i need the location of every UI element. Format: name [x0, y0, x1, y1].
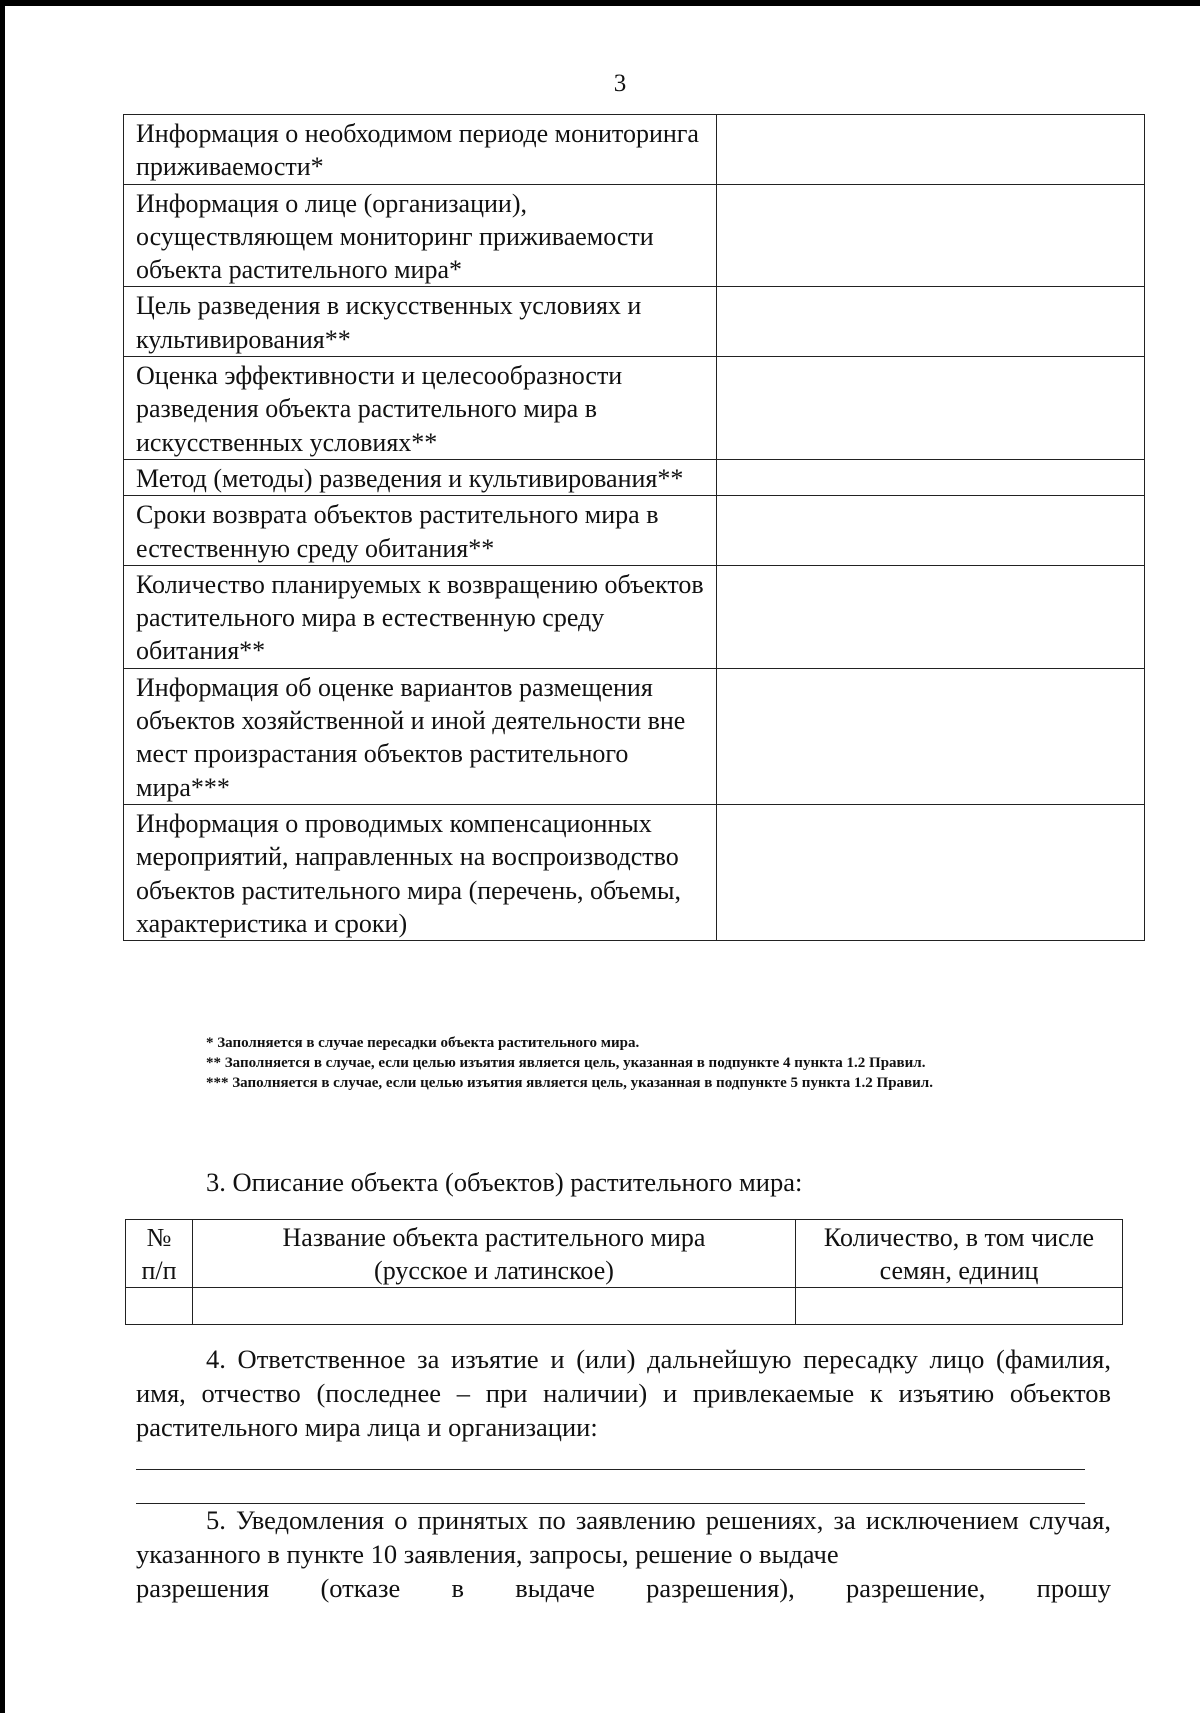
number-cell[interactable] [126, 1288, 193, 1325]
row-label: Информация о необходимом периоде мониторинга приживаемости* [124, 115, 717, 185]
fill-in-line[interactable] [136, 1469, 1085, 1470]
table-row [124, 565, 1145, 668]
name-header-line-1: Название объекта растительного мира [282, 1223, 706, 1252]
row-value-cell[interactable] [717, 804, 1145, 940]
footnotes [123, 1033, 1108, 1093]
table-row [124, 496, 1145, 566]
number-header-line-1: № [146, 1223, 172, 1252]
section-4-paragraph [136, 1342, 1111, 1444]
quantity-cell[interactable] [796, 1288, 1123, 1325]
row-label: Информация о лице (организации), осуществляющем мониторинг приживаемости объекта растительного мира* [124, 184, 717, 287]
info-table [123, 114, 1145, 941]
row-value-cell[interactable] [717, 459, 1145, 495]
table-header-row [126, 1220, 1123, 1288]
section-5-paragraph [136, 1503, 1111, 1605]
quantity-column-header [796, 1220, 1123, 1288]
table-row [124, 115, 1145, 185]
footnote-1: * Заполняется в случае пересадки объекта растительного мира. [206, 1035, 640, 1051]
footnote-3: *** Заполняется в случае, если целью изъятия является цель, указанная в подпункте 5 пункта 1.2 Правил. [206, 1075, 933, 1091]
table-row [124, 668, 1145, 804]
row-value-cell[interactable] [717, 565, 1145, 668]
scan-edge-left [0, 0, 5, 1713]
section-4-text: 4. Ответственное за изъятие и (или) дальнейшую пересадку лицо (фамилия, имя, отчество (последнее – при наличии) и привлекаемые к изъятию объектов растительного мира лица и организации: [136, 1344, 1111, 1442]
row-label: Цель разведения в искусственных условиях и культивирования** [124, 287, 717, 357]
section-5-text: 5. Уведомления о принятых по заявлению решениях, за исключением случая, указанного в пункте 10 заявления, запросы, решение о выдаче [136, 1505, 1111, 1569]
number-column-header [126, 1220, 193, 1288]
table-row [126, 1288, 1123, 1325]
row-label: Метод (методы) разведения и культивирования** [124, 459, 717, 495]
number-header-line-2: п/п [141, 1256, 177, 1285]
row-value-cell[interactable] [717, 184, 1145, 287]
table-row [124, 459, 1145, 495]
table-row [124, 287, 1145, 357]
scan-edge-top [0, 0, 1200, 6]
quantity-header-line-1: Количество, в том числе [823, 1223, 1095, 1252]
section-3-heading: 3. Описание объекта (объектов) растительного мира: [206, 1167, 803, 1197]
row-value-cell[interactable] [717, 115, 1145, 185]
row-label: Количество планируемых к возвращению объектов растительного мира в естественную среду обитания** [124, 565, 717, 668]
row-label: Информация о проводимых компенсационных мероприятий, направленных на воспроизводство объектов растительного мира (перечень, объемы, характеристика и сроки) [124, 804, 717, 940]
name-column-header [193, 1220, 796, 1288]
footnote-2: ** Заполняется в случае, если целью изъятия является цель, указанная в подпункте 4 пункта 1.2 Правил. [206, 1055, 926, 1071]
row-label: Сроки возврата объектов растительного мира в естественную среду обитания** [124, 496, 717, 566]
row-value-cell[interactable] [717, 496, 1145, 566]
row-value-cell[interactable] [717, 357, 1145, 460]
row-value-cell[interactable] [717, 287, 1145, 357]
plants-table [125, 1219, 1123, 1325]
section-5-last-line: разрешения (отказе в выдаче разрешения), разрешение, прошу [136, 1573, 1111, 1603]
name-header-line-2: (русское и латинское) [374, 1256, 614, 1285]
row-label: Информация об оценке вариантов размещения объектов хозяйственной и иной деятельности вне мест произрастания объектов растительного мира*** [124, 668, 717, 804]
quantity-header-line-2: семян, единиц [879, 1256, 1039, 1285]
table-row [124, 804, 1145, 940]
page-number: 3 [613, 70, 627, 97]
row-value-cell[interactable] [717, 668, 1145, 804]
name-cell[interactable] [193, 1288, 796, 1325]
table-row [124, 184, 1145, 287]
table-row [124, 357, 1145, 460]
row-label: Оценка эффективности и целесообразности разведения объекта растительного мира в искусственных условиях** [124, 357, 717, 460]
